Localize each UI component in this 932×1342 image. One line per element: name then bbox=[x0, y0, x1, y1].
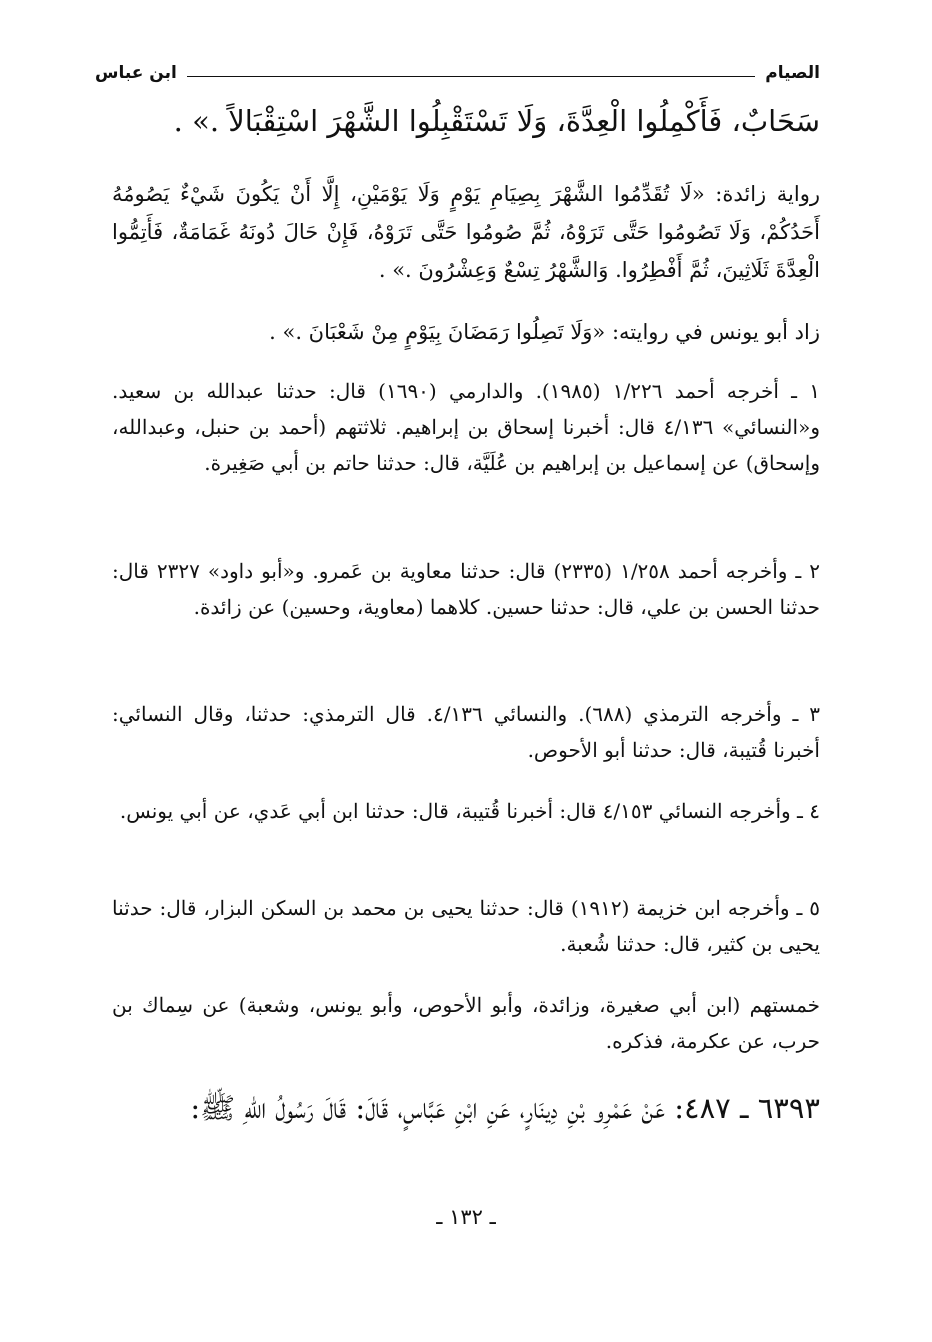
narrator-name: ابن عباس bbox=[95, 63, 177, 83]
running-header bbox=[95, 58, 820, 88]
next-hadith-heading: ٦٣٩٣ ـ ٤٨٧: عَنْ عَمْرِو بْنِ دِينَارٍ، عَنِ ابْنِ عَبَّاسٍ، قَالَ: قَالَ رَسُولُ اللهِ ﷺ: bbox=[190, 1091, 820, 1125]
variant-narration: رواية زائدة: «لَا تُقَدِّمُوا الشَّهْرَ بِصِيَامِ يَوْمٍ وَلَا يَوْمَيْنِ، إِلَّا أَنْ يَكُونَ شَيْءٌ يَصُومُهُ أَحَدُكُمْ، وَلَا تَصُومُوا حَتَّى تَرَوْهُ، ثُمَّ صُومُوا حَتَّى تَرَوْهُ، فَإِنْ حَالَ دُونَهُ غَمَامَةٌ، فَأَتِمُّوا الْعِدَّةَ ثَلَاثِينَ، ثُمَّ أَفْطِرُوا. وَالشَّهْرُ تِسْعٌ وَعِشْرُونَ .» . bbox=[112, 182, 821, 282]
takhrij-paragraph: ٢ ـ وأخرجه أحمد ١/٢٥٨ (٢٣٣٥) قال: حدثنا معاوية بن عَمرو. و«أبو داود» ٢٣٢٧ قال: حدثنا الحسن بن علي، قال: حدثنا حسين. كلاهما (معاوية، وحسين) عن زائدة. bbox=[112, 559, 820, 619]
takhrij-paragraph: ٤ ـ وأخرجه النسائي ٤/١٥٣ قال: أخبرنا قُتيبة، قال: حدثنا ابن أبي عَدي، عن أبي يونس. bbox=[119, 799, 820, 823]
variant-narration: زاد أبو يونس في روايته: «وَلَا تَصِلُوا رَمَضَانَ بِيَوْمٍ مِنْ شَعْبَانَ .» . bbox=[269, 320, 820, 344]
chapter-title: الصيام bbox=[765, 63, 820, 83]
takhrij-paragraph: ٣ ـ وأخرجه الترمذي (٦٨٨). والنسائي ٤/١٣٦. قال الترمذي: حدثنا، وقال النسائي: أخبرنا قُتيبة، قال: حدثنا أبو الأحوص. bbox=[112, 702, 821, 762]
takhrij-summary: خمستهم (ابن أبي صغيرة، وزائدة، وأبو الأحوص، وأبو يونس، وشعبة) عن سِماك بن حرب، عن عكرمة، فذكره. bbox=[112, 993, 820, 1053]
page-number: ـ ١٣٢ ـ bbox=[436, 1205, 496, 1229]
header-rule bbox=[187, 76, 755, 77]
hadith-text-continuation: سَحَابٌ، فَأَكْمِلُوا الْعِدَّةَ، وَلَا تَسْتَقْبِلُوا الشَّهْرَ اسْتِقْبَالاً .» . bbox=[173, 104, 820, 138]
takhrij-paragraph: ٥ ـ وأخرجه ابن خزيمة (١٩١٢) قال: حدثنا يحيى بن محمد بن السكن البزار، قال: حدثنا يحيى بن كثير، قال: حدثنا شُعبة. bbox=[112, 896, 821, 956]
takhrij-paragraph: ١ ـ أخرجه أحمد ١/٢٢٦ (١٩٨٥). والدارمي (١٦٩٠) قال: حدثنا عبدالله بن سعيد. و«النسائي» ٤/١٣٦ قال: أخبرنا إسحاق بن إبراهيم. ثلاثتهم (أحمد بن حنبل، وعبدالله، وإسحاق) عن إسماعيل بن إبراهيم بن عُلَيَّة، قال: حدثنا حاتم بن أبي صَغِيرة. bbox=[112, 379, 820, 475]
